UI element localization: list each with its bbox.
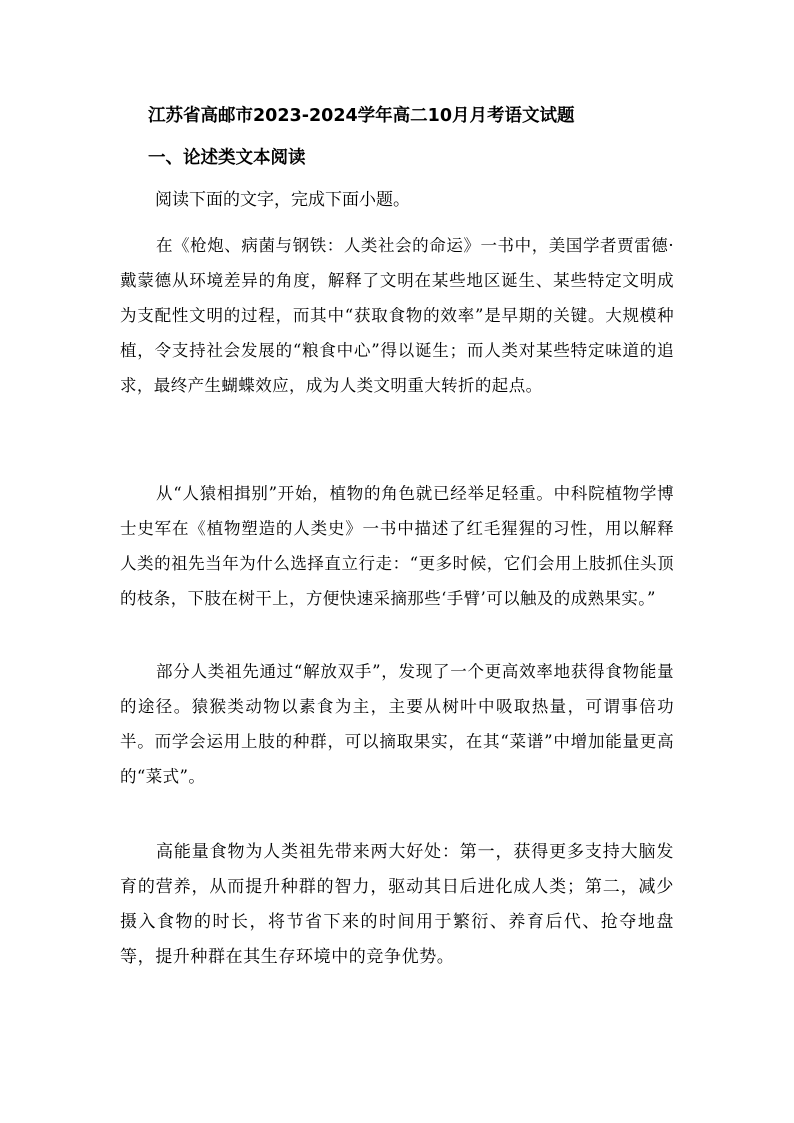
reading-instruction: 阅读下面的文字，完成下面小题。 [155, 190, 410, 210]
paragraph-3: 部分人类祖先通过“解放双手”，发现了一个更高效率地获得食物能量的途径。猿猴类动物以素食为主，主要从树叶中吸取热量，可谓事倍功半。而学会运用上肢的种群，可以摘取果实，在其“菜谱”中增加能量更高的“菜式”。 [120, 662, 674, 786]
section-heading: 一、论述类文本阅读 [148, 148, 306, 168]
paragraph-4: 高能量食物为人类祖先带来两大好处：第一，获得更多支持大脑发育的营养，从而提升种群的智力，驱动其日后进化成人类；第二，减少摄入食物的时长，将节省下来的时间用于繁衍、养育后代、抢夺地盘等，提升种群在其生存环境中的竞争优势。 [120, 842, 674, 967]
document-title: 江苏省高邮市2023-2024学年高二10月月考语文试题 [148, 106, 575, 126]
paragraph-1: 在《枪炮、病菌与钢铁：人类社会的命运》一书中，美国学者贾雷德·戴蒙德从环境差异的角度，解释了文明在某些地区诞生、某些特定文明成为支配性文明的过程，而其中“获取食物的效率”是早期的关键。大规模种植，令支持社会发展的“粮食中心”得以诞生；而人类对某些特定味道的追求，最终产生蝴蝶效应，成为人类文明重大转折的起点。 [120, 236, 674, 395]
paragraph-2: 从“人猿相揖别”开始，植物的角色就已经举足轻重。中科院植物学博士史军在《植物塑造的人类史》一书中描述了红毛猩猩的习性，用以解释人类的祖先当年为什么选择直立行走：“更多时候，它们会用上肢抓住头顶的枝条，下肢在树干上，方便快速采摘那些‘手臂’可以触及的成熟果实。” [120, 484, 674, 608]
